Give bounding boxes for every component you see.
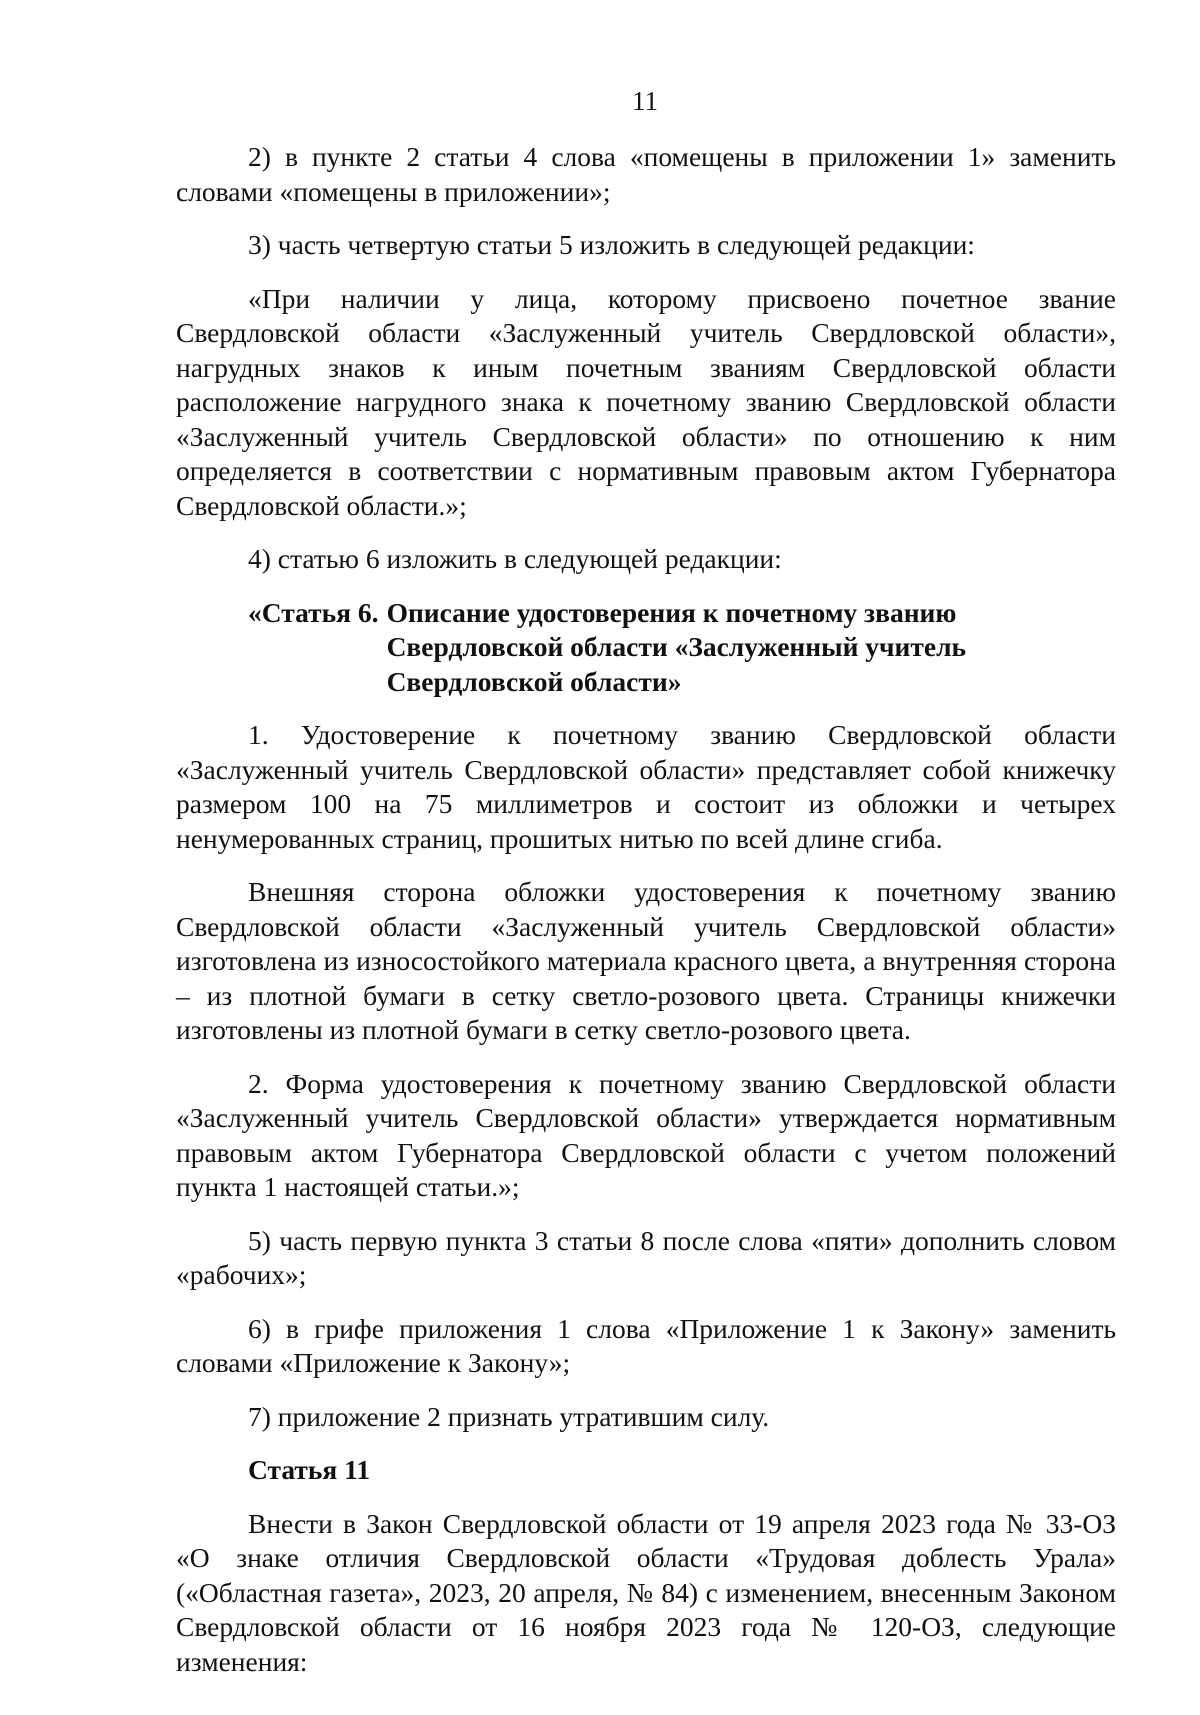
article-6-heading-lead: «Статья 6.	[248, 596, 379, 628]
article-11-body: Внести в Закон Свердловской области от 19 апреля 2023 года № 33-ОЗ «О знаке отличия Свердловской области «Трудовая доблесть Урала» («Областная газета», 2023, 20 апреля, № 84) с изменением, внесенным Законом Свердловской области от 16 ноября 2023 года № 120-ОЗ, следующие изменения:	[176, 1507, 1116, 1677]
amendment-item-7: 7) приложение 2 признать утратившим силу.	[248, 1400, 770, 1432]
amendment-item-5: 5) часть первую пункта 3 статьи 8 после слова «пяти» дополнить словом «рабочих»;	[176, 1224, 1116, 1290]
amendment-item-4: 4) статью 6 изложить в следующей редакции:	[248, 543, 782, 574]
quoted-text-article-5: «При наличии у лица, которому присвоено почетное звание Свердловской области «Заслуженный учитель Свердловской области», нагрудных знаков к иным почетным званиям Свердловской области расположение нагрудного знака к почетному званию Свердловской области «Заслуженный учитель Свердловской области» по отношению к ним определяется в соответствии с нормативным правовым актом Губернатора Свердловской области.»;	[176, 282, 1116, 521]
document-body	[176, 140, 1116, 1698]
page-number: 11	[632, 86, 658, 116]
article-6-point-1: 1. Удостоверение к почетному званию Свердловской области «Заслуженный учитель Свердловской области» представляет собой книжечку размером 100 на 75 миллиметров и состоит из обложки и четырех ненумерованных страниц, прошитых нитью по всей длине сгиба.	[176, 719, 1116, 854]
article-6-heading-title: Описание удостоверения к почетному званию Свердловской области «Заслуженный учитель Свердловской области»	[386, 596, 967, 697]
article-6-heading	[176, 596, 1116, 700]
amendment-item-3: 3) часть четвертую статьи 5 изложить в следующей редакции:	[248, 229, 975, 260]
article-6-point-2: 2. Форма удостоверения к почетному званию Свердловской области «Заслуженный учитель Свердловской области» утверждается нормативным правовым актом Губернатора Свердловской области с учетом положений пункта 1 настоящей статьи.»;	[176, 1067, 1116, 1202]
article-11-title: Статья 11	[248, 1454, 371, 1485]
amendment-item-6: 6) в грифе приложения 1 слова «Приложение 1 к Закону» заменить словами «Приложение к Закону»;	[176, 1312, 1116, 1378]
amendment-item-2: 2) в пункте 2 статьи 4 слова «помещены в приложении 1» заменить словами «помещены в приложении»;	[176, 141, 1116, 207]
article-6-cover-description: Внешняя сторона обложки удостоверения к почетному званию Свердловской области «Заслуженный учитель Свердловской области» изготовлена из износостойкого материала красного цвета, а внутренняя сторона – из плотной бумаги в сетку светло-розового цвета. Страницы книжечки изготовлены из плотной бумаги в сетку светло-розового цвета.	[176, 876, 1116, 1045]
